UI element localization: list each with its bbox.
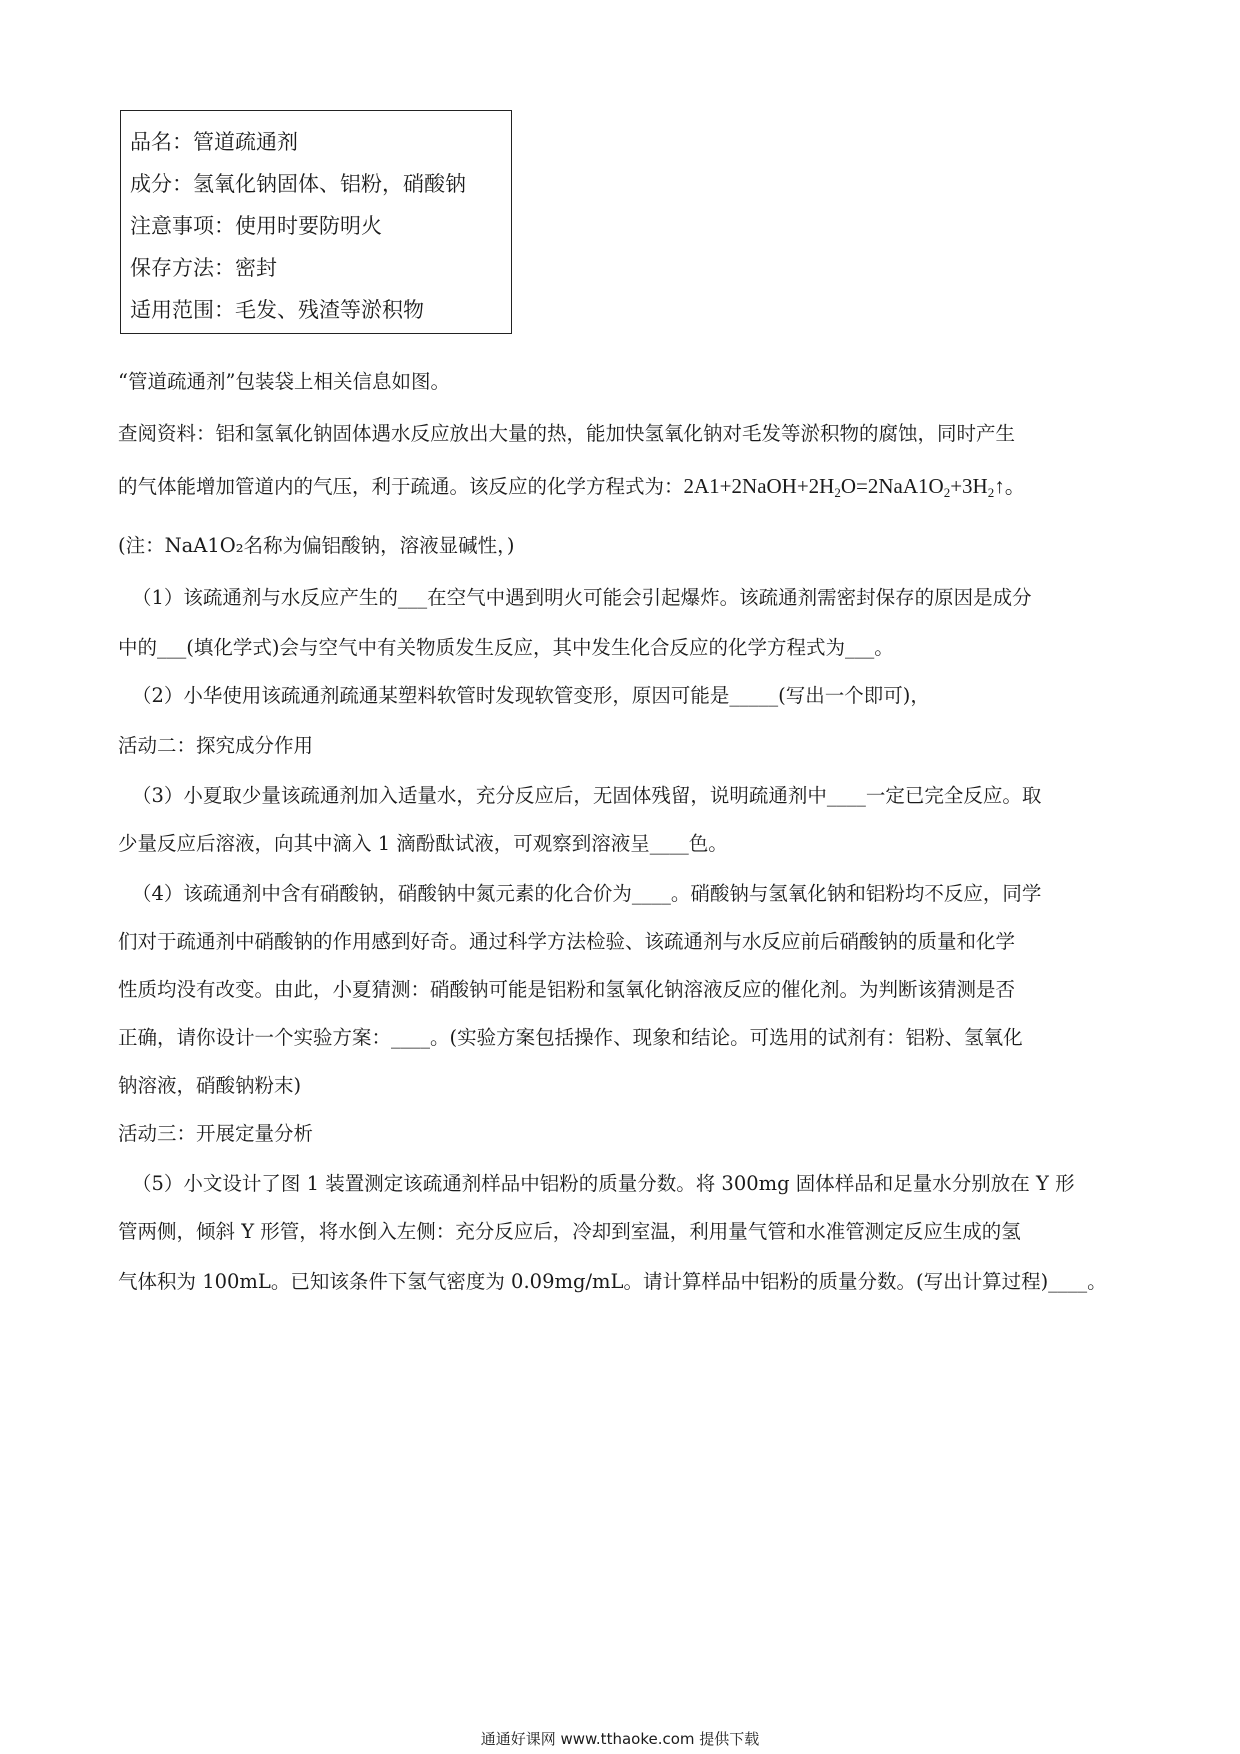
q2-text: （2）小华使用该疏通剂疏通某塑料软管时发现软管变形，原因可能是_____(写出一个即可)， (132, 684, 930, 707)
intro-text: “管道疏通剂”包装袋上相关信息如图。 (118, 370, 450, 393)
q4-line-3: 性质均没有改变。由此，小夏猜测：硝酸钠可能是铝粉和氢氧化钠溶液反应的催化剂。为判断该猜测是否 (118, 978, 1016, 1001)
q4-line-1: （4）该疏通剂中含有硝酸钠，硝酸钠中氮元素的化合价为____。硝酸钠与氢氧化钠和铝粉均不反应，同学 (132, 882, 1042, 905)
q5-line-3: 气体积为 100mL。已知该条件下氢气密度为 0.09mg/mL。请计算样品中铝粉的质量分数。(写出计算过程)____。 (118, 1270, 1107, 1293)
label-row-caution: 注意事项：使用时要防明火 (130, 214, 382, 238)
q3-line-1: （3）小夏取少量该疏通剂加入适量水，充分反应后，无固体残留，说明疏通剂中____一定已完全反应。取 (132, 784, 1042, 807)
label-row-name: 品名：管道疏通剂 (130, 130, 298, 154)
q1-line-2: 中的___(填化学式)会与空气中有关物质发生反应，其中发生化合反应的化学方程式为___。 (118, 636, 894, 659)
activity-2-heading: 活动二：探究成分作用 (118, 734, 314, 757)
q3-line-2: 少量反应后溶液，向其中滴入 1 滴酚酞试液，可观察到溶液呈____色。 (118, 832, 728, 855)
ref-line-2 (118, 470, 1108, 500)
note-text: (注：NaA1O₂名称为偏铝酸钠，溶液显碱性，) (118, 534, 515, 557)
q4-line-4: 正确，请你设计一个实验方案：____。(实验方案包括操作、现象和结论。可选用的试剂有：铝粉、氢氧化 (118, 1026, 1023, 1049)
page-footer: 通通好课网 www.tthaoke.com 提供下载 (480, 1730, 760, 1748)
label-row-storage: 保存方法：密封 (130, 256, 277, 280)
ref-line-1: 查阅资料：铝和氢氧化钠固体遇水反应放出大量的热，能加快氢氧化钠对毛发等淤积物的腐蚀，同时产生 (118, 422, 1016, 445)
q4-line-5: 钠溶液，硝酸钠粉末) (118, 1074, 302, 1097)
q5-line-1: （5）小文设计了图 1 装置测定该疏通剂样品中铝粉的质量分数。将 300mg 固体样品和足量水分别放在 Y 形 (132, 1172, 1075, 1195)
label-row-ingredients: 成分：氢氧化钠固体、铝粉，硝酸钠 (130, 172, 466, 196)
q4-line-2: 们对于疏通剂中硝酸钠的作用感到好奇。通过科学方法检验、该疏通剂与水反应前后硝酸钠的质量和化学 (118, 930, 1016, 953)
activity-3-heading: 活动三：开展定量分析 (118, 1122, 314, 1145)
ref-line-2-text: 的气体能增加管道内的气压，利于疏通。该反应的化学方程式为： (118, 475, 684, 498)
product-label-box (120, 110, 512, 334)
q1-line-1: （1）该疏通剂与水反应产生的___在空气中遇到明火可能会引起爆炸。该疏通剂需密封保存的原因是成分 (132, 586, 1032, 609)
q5-line-2: 管两侧，倾斜 Y 形管，将水倒入左侧：充分反应后，冷却到室温，利用量气管和水准管测定反应生成的氢 (118, 1220, 1021, 1243)
label-row-scope: 适用范围：毛发、残渣等淤积物 (130, 298, 424, 322)
chemical-equation: $2A1+2NaOH+2H_2O=2NaA1O_2+3H_2↑$。 (683, 474, 1026, 500)
